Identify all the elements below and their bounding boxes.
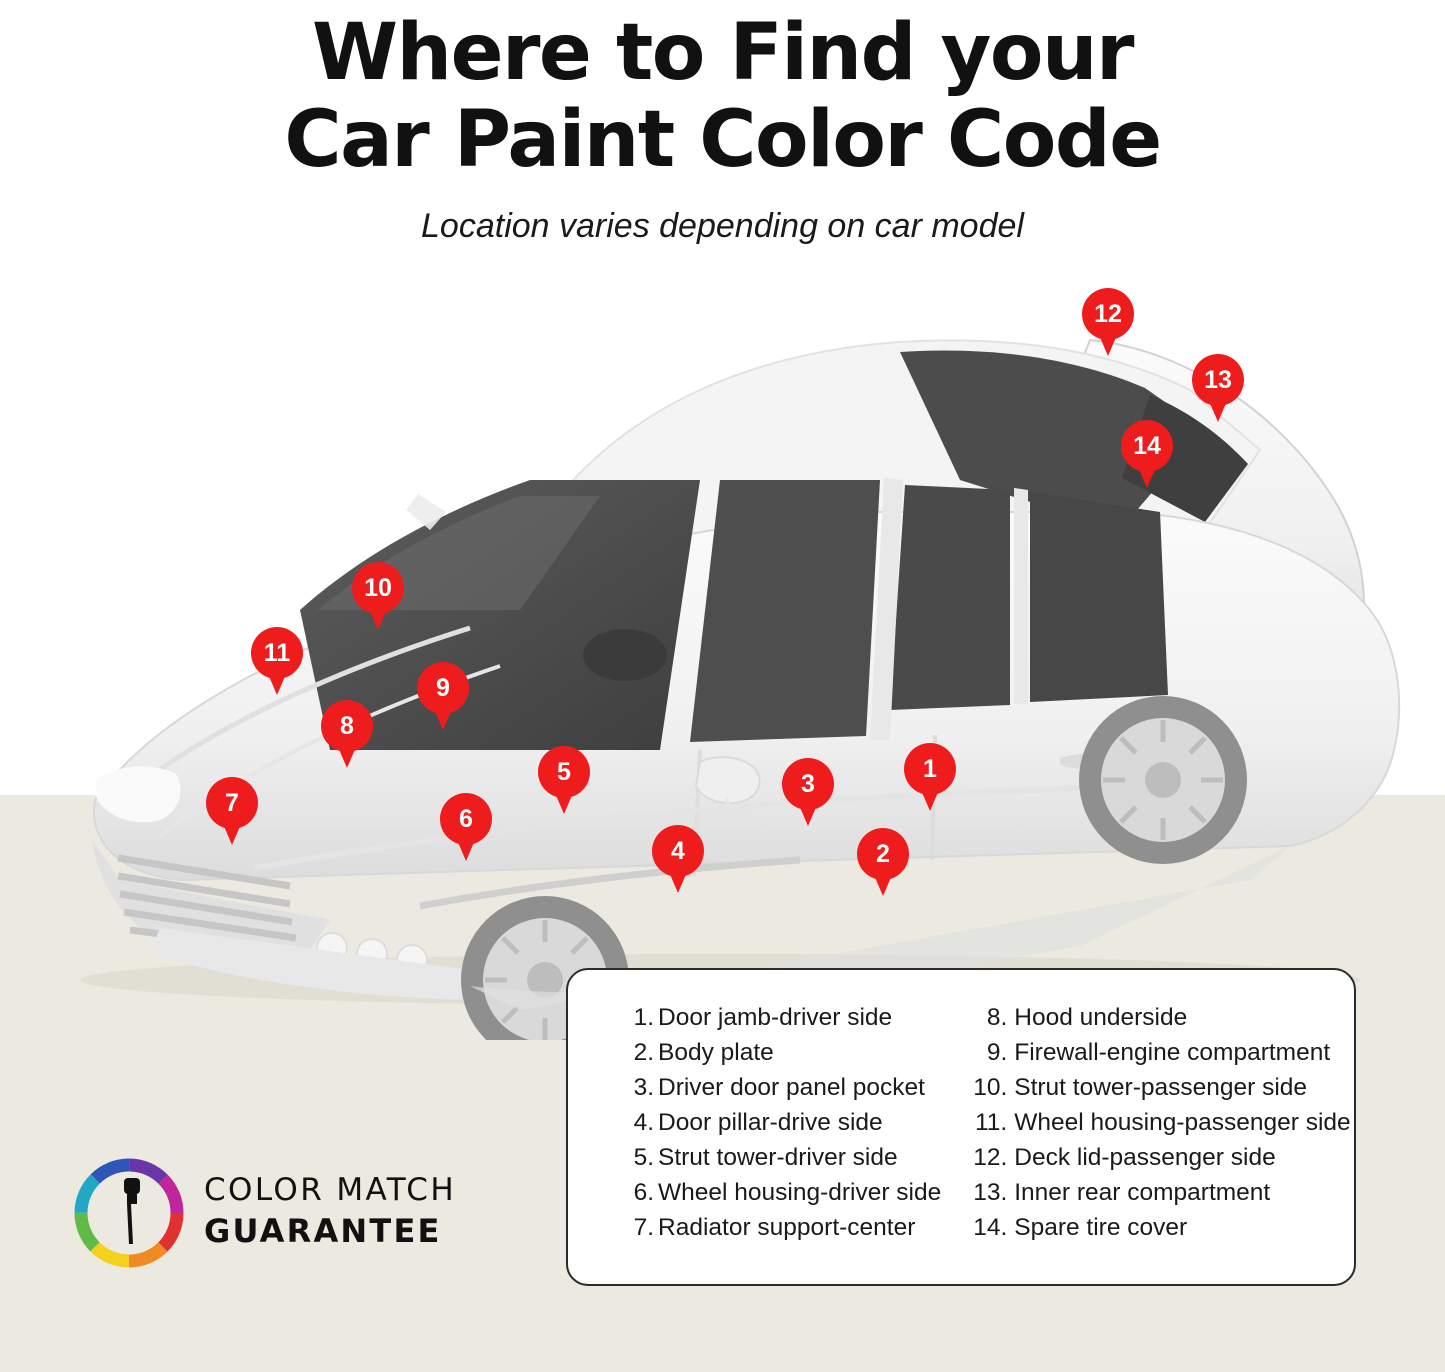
marker-label: 6 (459, 804, 473, 833)
legend-item-label: Door jamb-driver side (658, 1004, 893, 1031)
legend-item-number: 2. (633, 1039, 654, 1066)
legend-item-number: 9. (986, 1039, 1008, 1066)
page-subtitle: Location varies depending on car model (421, 206, 1024, 245)
brand-line1: COLOR MATCH (204, 1172, 457, 1208)
page-title (0, 0, 1445, 185)
legend-item-label: Wheel housing-driver side (658, 1179, 942, 1206)
page-title-line1: Where to Find your (312, 8, 1133, 98)
legend-item (620, 1146, 941, 1171)
legend-item-label: Strut tower-passenger side (1014, 1074, 1308, 1101)
legend-item (967, 1181, 1350, 1206)
legend-item-label: Deck lid-passenger side (1014, 1144, 1276, 1171)
marker-label: 10 (364, 573, 392, 602)
legend-column-left (620, 1006, 941, 1251)
legend-panel (566, 968, 1356, 1286)
marker-label: 11 (263, 638, 291, 667)
legend-item-number: 12. (973, 1144, 1008, 1171)
legend-item (967, 1006, 1350, 1031)
legend-item (967, 1076, 1350, 1101)
legend-item (620, 1111, 941, 1136)
marker-7[interactable] (206, 777, 258, 829)
marker-label: 4 (671, 836, 685, 865)
marker-6[interactable] (440, 793, 492, 845)
legend-item-label: Spare tire cover (1014, 1214, 1188, 1241)
marker-10[interactable] (352, 562, 404, 614)
legend-item-number: 10. (973, 1074, 1008, 1101)
marker-label: 9 (436, 673, 450, 702)
legend-item-number: 13. (973, 1179, 1008, 1206)
marker-label: 7 (225, 788, 239, 817)
legend-item (967, 1216, 1350, 1241)
legend-column-right (941, 1006, 1350, 1251)
legend-item (620, 1006, 941, 1031)
legend-item (967, 1111, 1350, 1136)
legend-item-label: Hood underside (1014, 1004, 1188, 1031)
marker-1[interactable] (904, 743, 956, 795)
marker-4[interactable] (652, 825, 704, 877)
marker-label: 13 (1204, 365, 1232, 394)
legend-item-number: 11. (975, 1109, 1008, 1136)
legend-item (620, 1216, 941, 1241)
legend-item-number: 6. (633, 1179, 654, 1206)
marker-label: 8 (340, 711, 354, 740)
brand-line2: GUARANTEE (204, 1212, 442, 1250)
marker-14[interactable] (1121, 420, 1173, 472)
marker-12[interactable] (1082, 288, 1134, 340)
legend-item-label: Door pillar-drive side (658, 1109, 883, 1136)
marker-label: 1 (923, 754, 937, 783)
marker-3[interactable] (782, 758, 834, 810)
brand-badge (74, 1158, 494, 1268)
marker-8[interactable] (321, 700, 373, 752)
legend-item-label: Wheel housing-passenger side (1014, 1109, 1351, 1136)
legend-item-number: 14. (973, 1214, 1008, 1241)
page-title-line2: Car Paint Color Code (284, 95, 1161, 186)
legend-item-number: 4. (633, 1109, 654, 1136)
legend-item-label: Inner rear compartment (1014, 1179, 1271, 1206)
color-wheel-icon (74, 1158, 184, 1268)
legend-item (620, 1041, 941, 1066)
legend-item-label: Driver door panel pocket (658, 1074, 925, 1101)
marker-label: 12 (1094, 299, 1122, 328)
marker-2[interactable] (857, 828, 909, 880)
marker-13[interactable] (1192, 354, 1244, 406)
marker-label: 3 (801, 769, 815, 798)
marker-5[interactable] (538, 746, 590, 798)
legend-item-label: Strut tower-driver side (658, 1144, 898, 1171)
legend-item (620, 1181, 941, 1206)
legend-item (967, 1041, 1350, 1066)
rear-wheel (1079, 696, 1247, 864)
legend-item-number: 5. (633, 1144, 654, 1171)
header (0, 0, 1445, 246)
marker-label: 14 (1133, 431, 1161, 460)
legend-item-label: Radiator support-center (658, 1214, 916, 1241)
marker-label: 5 (557, 757, 571, 786)
legend-item-label: Body plate (658, 1039, 774, 1066)
legend-item-number: 7. (633, 1214, 654, 1241)
marker-label: 2 (876, 839, 890, 868)
marker-11[interactable] (251, 627, 303, 679)
legend-item-number: 8. (986, 1004, 1008, 1031)
legend-item-number: 3. (633, 1074, 654, 1101)
brand-text (204, 1172, 456, 1250)
legend-item (967, 1146, 1350, 1171)
legend-item-label: Firewall-engine compartment (1014, 1039, 1331, 1066)
marker-9[interactable] (417, 662, 469, 714)
legend-item (620, 1076, 941, 1101)
legend-item-number: 1. (633, 1004, 654, 1031)
eyedropper-icon (124, 1178, 140, 1244)
